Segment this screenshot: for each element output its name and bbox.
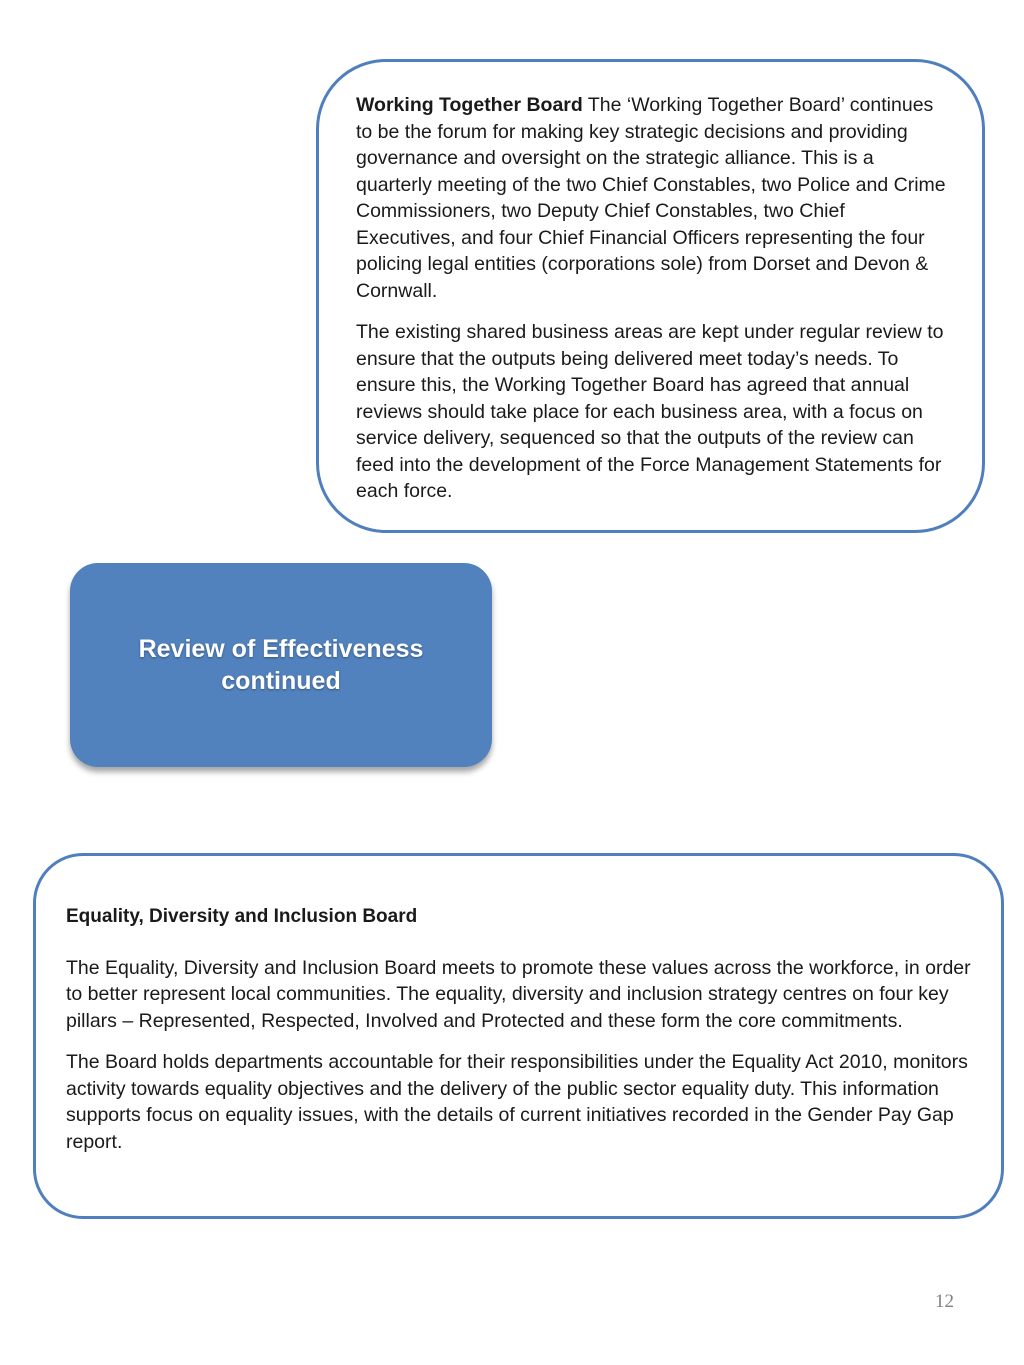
- edi-board-title: Equality, Diversity and Inclusion Board: [66, 906, 418, 927]
- section-banner-subtitle: continued: [221, 667, 341, 695]
- working-together-paragraph-2: The existing shared business areas are kept under regular review to ensure that the outputs being delivered meet today’s needs. To ensure this, the Working Together Board has agreed that annual reviews should take place for each business area, with a focus on service delivery, sequenced so that the outputs of the review can feed into the development of the Force Management Statements for each force.: [356, 321, 944, 502]
- working-together-title: Working Together Board: [356, 94, 583, 116]
- edi-board-paragraph-2: The Board holds departments accountable for their responsibilities under the Equality Act 2010, monitors activity towards equality objectives and the delivery of the public sector equality duty. This information supports focus on equality issues, with the details of current initiatives recorded in the Gender Pay Gap report.: [66, 1051, 968, 1153]
- working-together-intro-text: The ‘Working Together Board’ continues to be the forum for making key strategic decisions and providing governance and oversight on the strategic alliance. This is a quarterly meeting of the two Chief Constables, two Police and Crime Commissioners, two Deputy Chief Constables, two Chief Executives, and four Chief Financial Officers representing the four policing legal entities (corporations sole) from Dorset and Devon & Cornwall.: [356, 94, 946, 302]
- working-together-paragraph-1: [356, 92, 946, 304]
- working-together-board-box: [316, 59, 985, 533]
- edi-board-paragraph-1: The Equality, Diversity and Inclusion Board meets to promote these values across the workforce, in order to better represent local communities. The equality, diversity and inclusion strategy centres on four key pillars – Represented, Respected, Involved and Protected and these form the core commitments.: [66, 956, 971, 1032]
- page-number: 12: [935, 1291, 954, 1312]
- section-banner-title: Review of Effectiveness: [138, 635, 424, 663]
- edi-board-box: [33, 853, 1004, 1219]
- section-banner: [70, 563, 492, 767]
